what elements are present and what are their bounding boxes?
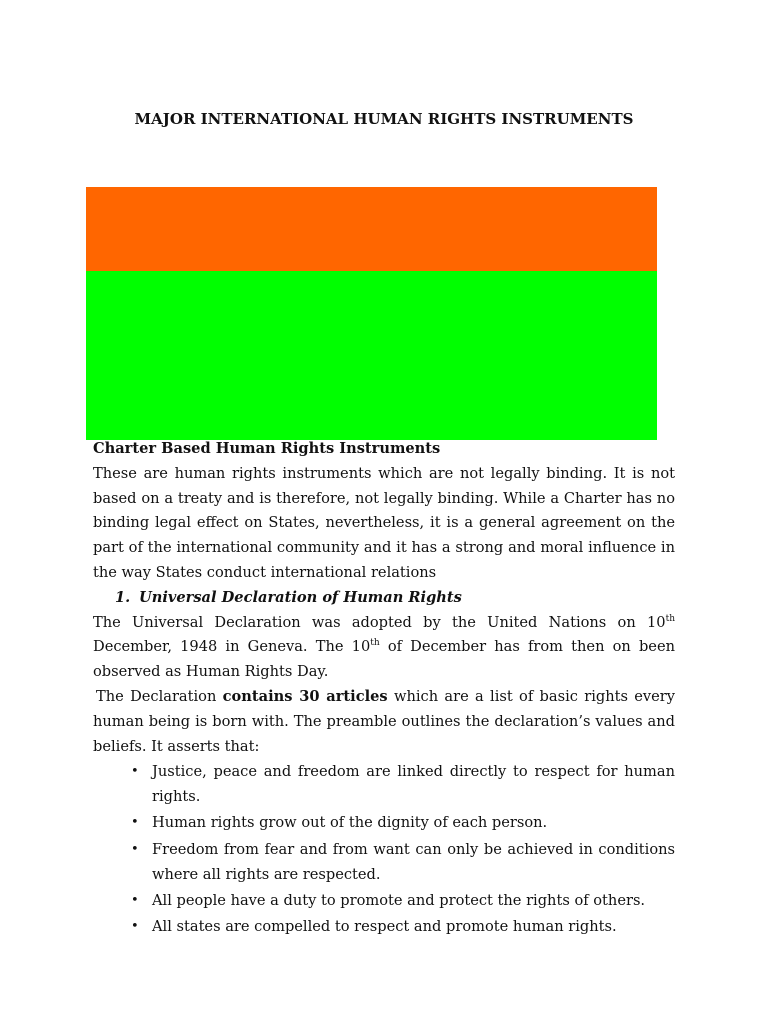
paragraph-text: which are a list of basic rights every human being is born with. The preamble outlines the declaration’s values and beliefs. It asserts that: — [93, 687, 676, 755]
bullet-item — [131, 915, 675, 940]
paragraph-text: December, 1948 in Geneva. The 10 — [93, 638, 371, 656]
paragraph-adoption — [93, 611, 675, 685]
bullet-list — [93, 760, 675, 940]
bullet-icon: • — [131, 764, 139, 780]
banner-orange-stripe — [86, 187, 657, 271]
bullet-item — [131, 760, 675, 810]
document-title: MAJOR INTERNATIONAL HUMAN RIGHTS INSTRUMENTS — [134, 110, 634, 128]
ordinal-suffix: th — [665, 613, 675, 624]
document-body — [93, 437, 675, 941]
section-intro: These are human rights instruments which are not legally binding. It is not based on a treaty and is therefore, not legally binding. While a Charter has no binding legal effect on States, nevertheless, it is a general agreement on the part of the international community and it has a strong and moral influence in the way States conduct international relations — [93, 464, 675, 581]
banner-green-stripe — [86, 271, 657, 440]
ordinal-suffix: th — [370, 638, 380, 649]
bullet-text: Human rights grow out of the dignity of each person. — [152, 814, 548, 832]
paragraph-declaration — [93, 685, 675, 759]
bullet-icon: • — [131, 815, 139, 831]
bullet-text: Justice, peace and freedom are linked directly to respect for human rights. — [152, 763, 675, 806]
section-heading: Charter Based Human Rights Instruments — [93, 440, 441, 457]
heading-text: Universal Declaration of Human Rights — [139, 588, 462, 606]
bullet-icon: • — [131, 892, 139, 908]
numbered-heading — [93, 586, 675, 611]
bullet-text: All states are compelled to respect and promote human rights. — [152, 918, 617, 936]
bold-text: contains 30 articles — [222, 687, 388, 705]
bullet-item — [131, 889, 675, 914]
color-banner — [86, 187, 657, 440]
bullet-item — [131, 838, 675, 888]
bullet-icon: • — [131, 919, 139, 935]
bullet-text: Freedom from fear and from want can only be achieved in conditions where all rights are respected. — [152, 840, 675, 883]
bullet-item — [131, 811, 675, 836]
paragraph-text: The Universal Declaration was adopted by the United Nations on 10 — [93, 613, 666, 631]
bullet-text: All people have a duty to promote and protect the rights of others. — [152, 891, 646, 909]
bullet-icon: • — [131, 841, 139, 857]
paragraph-text: The Declaration — [96, 687, 223, 705]
heading-number: 1. — [115, 588, 131, 606]
paragraph-text: of December has from then on been observed as Human Rights Day. — [93, 638, 675, 681]
